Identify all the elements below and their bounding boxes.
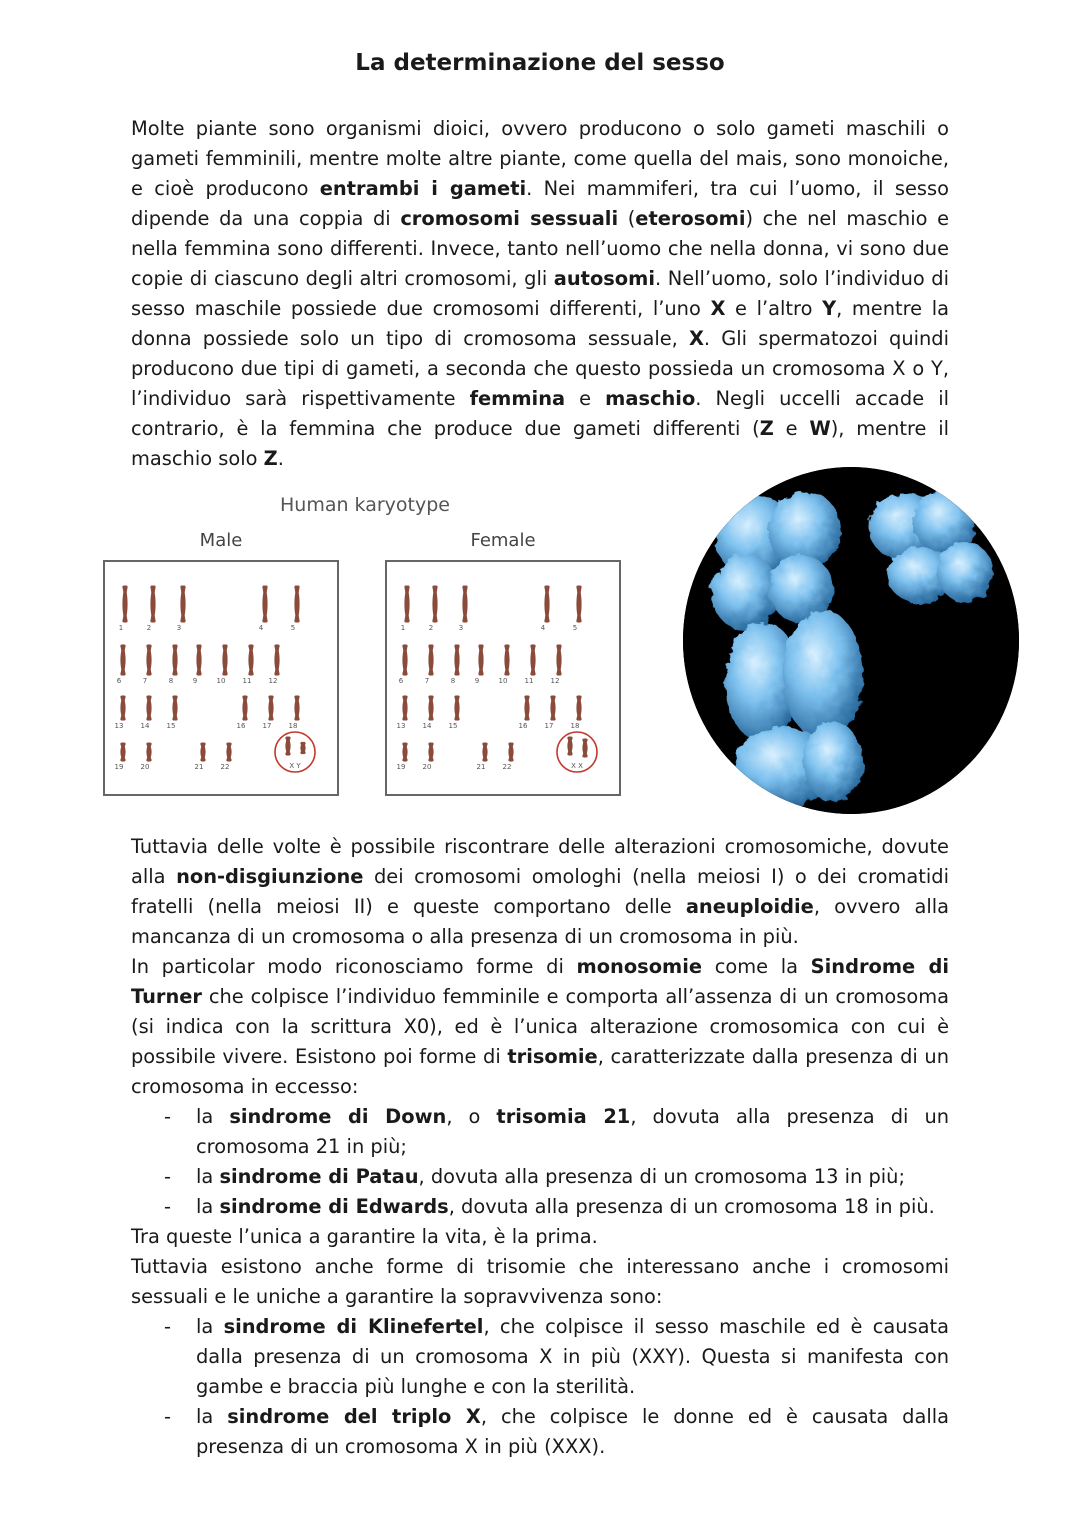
female-label: Female <box>470 530 536 551</box>
chromosome-7 <box>148 646 150 674</box>
chromosome-number: 10 <box>216 677 226 685</box>
survival-sentence: Tra queste l’unica a garantire la vita, è la prima. <box>131 1225 598 1248</box>
chromosome-20 <box>148 744 150 760</box>
chromosome-number: 21 <box>476 763 486 771</box>
chromosome-number: 4 <box>258 624 264 632</box>
chromosome-number: 14 <box>422 722 432 730</box>
list-item: - la sindrome di Klinefertel, che colpisce il sesso maschile ed è causata dalla presenza di un cromosoma X in più (XXY). Questa si manifesta con gambe e braccia più lunghe e con la sterilità. <box>131 1312 949 1402</box>
chromosome-17 <box>270 697 272 719</box>
male-label: Male <box>199 530 243 551</box>
chromosome-number: 13 <box>396 722 406 730</box>
chromosome-micrograph <box>683 467 1019 814</box>
chromosome-number: 22 <box>220 763 230 771</box>
chromosome-number: 16 <box>518 722 528 730</box>
list-item: - la sindrome di Edwards, dovuta alla presenza di un cromosoma 18 in più. <box>131 1192 949 1222</box>
chromosome-20 <box>430 744 432 760</box>
chromosome-number: 16 <box>236 722 246 730</box>
chromosome-1 <box>124 587 126 621</box>
karyotype-title: Human karyotype <box>280 494 450 516</box>
chromosome-6 <box>122 646 124 674</box>
chromosome-18 <box>578 697 580 719</box>
chromosome-number: 8 <box>450 677 456 685</box>
chromosome-number: 2 <box>428 624 434 632</box>
chromosome-22 <box>510 744 512 760</box>
chromosome-number: 11 <box>242 677 252 685</box>
chromosome-number: 19 <box>114 763 124 771</box>
chromosome-number: 10 <box>498 677 508 685</box>
chromosome-number: 7 <box>142 677 148 685</box>
chromosome-8 <box>456 646 458 674</box>
chromosome-1 <box>406 587 408 621</box>
chromosome-12 <box>558 646 560 674</box>
chromosome-number: 20 <box>140 763 150 771</box>
chromosome-number: 3 <box>176 624 182 632</box>
chromosome-10 <box>224 646 226 674</box>
chromosome-number: 1 <box>118 624 124 632</box>
chromosome-number: 20 <box>422 763 432 771</box>
chromosome-15 <box>174 697 176 719</box>
autosomal-trisomy-list <box>131 1102 949 1222</box>
page-title: La determinazione del sesso <box>355 50 725 76</box>
chromosome-5 <box>296 587 298 621</box>
chromosome-2 <box>434 587 436 621</box>
list-item: - la sindrome di Down, o trisomia 21, dovuta alla presenza di un cromosoma 21 in più; <box>131 1102 949 1162</box>
chromosome-number: 11 <box>524 677 534 685</box>
chromosome-number: 19 <box>396 763 406 771</box>
sex-chromosome-a <box>569 738 571 754</box>
chromosome-9 <box>480 646 482 674</box>
sex-trisomy-list <box>131 1312 949 1462</box>
chromosome-19 <box>404 744 406 760</box>
karyotype-figure <box>100 490 630 805</box>
chromosome-number: 1 <box>400 624 406 632</box>
chromosome-number: 6 <box>116 677 122 685</box>
chromosome-number: 14 <box>140 722 150 730</box>
male-karyotype <box>105 562 337 794</box>
list-item: - la sindrome del triplo X, che colpisce le donne ed è causata dalla presenza di un cromosoma X in più (XXX). <box>131 1402 949 1462</box>
chromosome-number: 5 <box>290 624 296 632</box>
intro-paragraph: Molte piante sono organismi dioici, ovvero producono o solo gameti maschili o gameti femminili, mentre molte altre piante, come quella del mais, sono monoiche, e cioè producono entrambi i gameti. Nei mammiferi, tra cui l’uomo, il sesso dipende da una coppia di cromosomi sessuali (eterosomi) che nel maschio e nella femmina sono differenti. Invece, tanto nell’uomo che nella donna, vi sono due copie di ciascuno degli altri cromosomi, gli autosomi. Nell’uomo, solo l’individuo di sesso maschile possiede due cromosomi differenti, l’uno X e l’altro Y, mentre la donna possiede solo un tipo di cromosoma sessuale, X. Gli spermatozoi quindi producono due tipi di gameti, a seconda che questo possieda un cromosoma X o Y, l’individuo sarà rispettivamente femmina e maschio. Negli uccelli accade il contrario, è la femmina che produce due gameti differenti (Z e W), mentre il maschio solo Z. <box>131 117 950 470</box>
chromosome-14 <box>430 697 432 719</box>
chromosome-6 <box>404 646 406 674</box>
chromosome-3 <box>182 587 184 621</box>
chromosome-number: 7 <box>424 677 430 685</box>
chromosome-22 <box>228 744 230 760</box>
chromosome-number: 17 <box>544 722 554 730</box>
chromosome-number: 3 <box>458 624 464 632</box>
chromosome-4 <box>264 587 266 621</box>
chromosome-number: 13 <box>114 722 124 730</box>
sex-chromosome-label: X X <box>571 762 583 770</box>
chromosome-number: 12 <box>268 677 278 685</box>
chromosome-number: 15 <box>448 722 458 730</box>
chromosome-15 <box>456 697 458 719</box>
chromosome-11 <box>532 646 534 674</box>
chromosome-number: 8 <box>168 677 174 685</box>
chromosome-14 <box>148 697 150 719</box>
chromosome-number: 15 <box>166 722 176 730</box>
list-item: - la sindrome di Patau, dovuta alla presenza di un cromosoma 13 in più; <box>131 1162 949 1192</box>
chromosome-21 <box>484 744 486 760</box>
sex-chromosome-a <box>287 738 289 754</box>
chromosome-13 <box>122 697 124 719</box>
chromosome-10 <box>506 646 508 674</box>
chromosome-number: 2 <box>146 624 152 632</box>
nondisjunction-paragraph: Tuttavia delle volte è possibile riscontrare delle alterazioni cromosomiche, dovute alla non-disgiunzione dei cromosomi omologhi (nella meiosi I) o dei cromatidi fratelli (nella meiosi II) e queste comportano delle aneuploidie, ovvero alla mancanza di un cromosoma o alla presenza di un cromosoma in più. <box>131 835 949 948</box>
chromosome-number: 18 <box>288 722 298 730</box>
chromosome-16 <box>526 697 528 719</box>
female-karyotype <box>387 562 619 794</box>
sex-chromosome-label: X Y <box>289 762 301 770</box>
chromosome-7 <box>430 646 432 674</box>
chromosome-11 <box>250 646 252 674</box>
chromosome-13 <box>404 697 406 719</box>
male-karyotype-panel <box>103 560 339 796</box>
chromosome-number: 6 <box>398 677 404 685</box>
aneuploidy-section <box>131 832 949 1462</box>
chromosome-12 <box>276 646 278 674</box>
sex-chromosome-b <box>584 740 586 756</box>
chromosome-21 <box>202 744 204 760</box>
chromosome-19 <box>122 744 124 760</box>
chromosome-16 <box>244 697 246 719</box>
chromosome-2 <box>152 587 154 621</box>
chromosome-3 <box>464 587 466 621</box>
chromosome-8 <box>174 646 176 674</box>
chromosome-number: 22 <box>502 763 512 771</box>
chromosome-17 <box>552 697 554 719</box>
female-karyotype-panel <box>385 560 621 796</box>
chromosome-18 <box>296 697 298 719</box>
chromosome-number: 18 <box>570 722 580 730</box>
chromosome-5 <box>578 587 580 621</box>
sex-trisomy-intro: Tuttavia esistono anche forme di trisomie che interessano anche i cromosomi sessuali e le uniche a garantire la sopravvivenza sono: <box>131 1255 949 1308</box>
chromosome-number: 4 <box>540 624 546 632</box>
chromosome-4 <box>546 587 548 621</box>
xy-chromosome-image <box>683 467 1019 814</box>
chromosome-number: 5 <box>572 624 578 632</box>
chromosome-number: 9 <box>474 677 480 685</box>
monosomy-paragraph: In particolar modo riconosciamo forme di monosomie come la Sindrome di Turner che colpisce l’individuo femminile e comporta all’assenza di un cromosoma (si indica con la scrittura X0), ed è l’unica alterazione cromosomica con cui è possibile vivere. Esistono poi forme di trisomie, caratterizzate dalla presenza di un cromosoma in eccesso: <box>131 955 950 1098</box>
chromosome-number: 9 <box>192 677 198 685</box>
sex-chromosome-b <box>302 744 304 753</box>
chromosome-number: 21 <box>194 763 204 771</box>
chromosome-number: 12 <box>550 677 560 685</box>
chromosome-number: 17 <box>262 722 272 730</box>
chromosome-9 <box>198 646 200 674</box>
